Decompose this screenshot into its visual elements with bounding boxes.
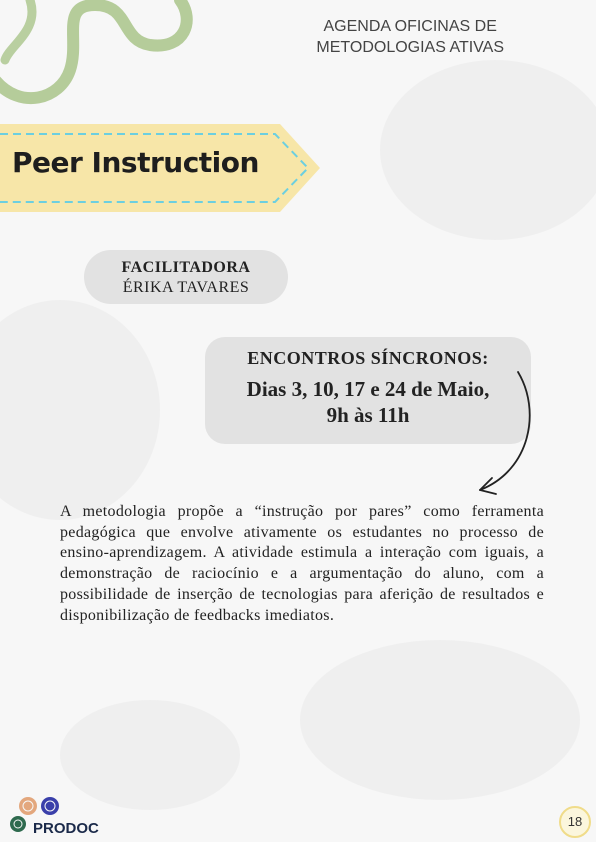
background-texture — [380, 60, 596, 240]
meetings-time: 9h às 11h — [326, 403, 410, 427]
facilitator-card — [84, 250, 288, 304]
decorative-swirl — [0, 0, 200, 115]
header-line-2: METODOLOGIAS ATIVAS — [316, 39, 504, 56]
curved-arrow-icon — [466, 370, 546, 500]
page-header — [316, 16, 504, 58]
meetings-heading: ENCONTROS SÍNCRONOS: — [247, 348, 489, 368]
logo-text: PRODOC — [33, 820, 99, 837]
facilitator-heading: FACILITADORA — [121, 259, 251, 276]
header-line-1: AGENDA OFICINAS DE — [323, 18, 497, 35]
page-number: 18 — [559, 806, 591, 838]
background-texture — [60, 700, 240, 810]
page-title: Peer Instruction — [12, 146, 259, 179]
meetings-dates: Dias 3, 10, 17 e 24 de Maio, — [246, 377, 490, 401]
background-texture — [0, 300, 160, 520]
description-paragraph: A metodologia propõe a “instrução por pares” como ferramenta pedagógica que envolve ativamente os estudantes no processo de ensino-aprendizagem. A atividade estimula a interação com iguais, a demonstração de raciocínio e a argumentação do aluno, com a possibilidade de inserção de tecnologias para aferição de resultados e disponibilização de feedbacks imediatos. — [60, 503, 544, 624]
background-texture — [300, 640, 580, 800]
facilitator-name: ÉRIKA TAVARES — [122, 279, 250, 296]
